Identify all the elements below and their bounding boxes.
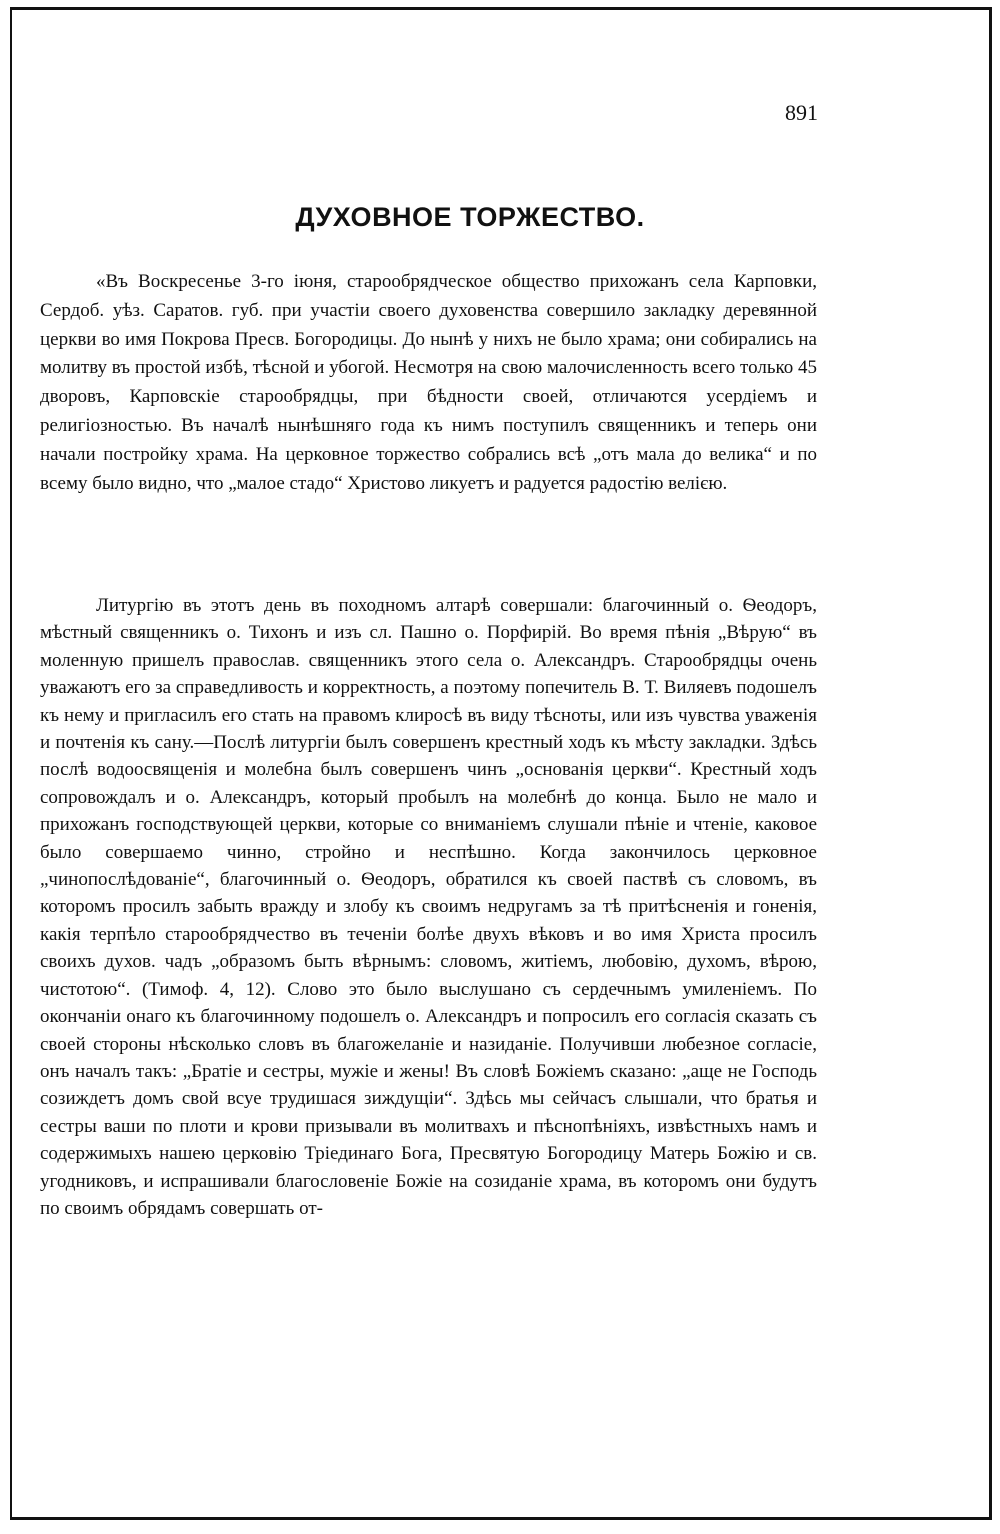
frame-line-bottom bbox=[10, 1517, 992, 1520]
paragraph-2 bbox=[40, 592, 817, 1222]
paragraph-1-text: «Въ Воскресенье 3-го іюня, старообрядческое общество прихожанъ села Карповки, Сердоб. уѣз. Саратов. губ. при участіи своего духовенства совершило закладку деревянной церкви во имя Покрова Пресв. Богородицы. До нынѣ у нихъ не было храма; они собирались на молитву въ простой избѣ, тѣсной и убогой. Несмотря на свою малочисленность всего только 45 дворовъ, Карповскіе старообрядцы, при бѣдности своей, отличаются усердіемъ и религіозностью. Въ началѣ нынѣшняго года къ нимъ поступилъ священникъ и теперь они начали постройку храма. На церковное торжество собрались всѣ „отъ мала до велика“ и по всему было видно, что „малое стадо“ Христово ликуетъ и радуется радостію велією. bbox=[40, 271, 817, 494]
paragraph-2-text: Литургію въ этотъ день въ походномъ алтарѣ совершали: благочинный о. Ѳеодоръ, мѣстный священникъ о. Тихонъ и изъ сл. Пашно о. Порфирій. Во время пѣнія „Вѣрую“ въ моленную пришелъ православ. священникъ этого села о. Александръ. Старообрядцы очень уважаютъ его за справедливость и корректность, а поэтому попечитель В. Т. Виляевъ подошелъ къ нему и пригласилъ его стать на правомъ клиросѣ въ виду тѣсноты, или изъ чувства уваженія и почтенія къ сану.—Послѣ литургіи былъ совершенъ крестный ходъ къ мѣсту закладки. Здѣсь послѣ водоосвященія и молебна былъ совершенъ чинъ „основанія церкви“. Крестный ходъ сопровождалъ и о. Александръ, который пробылъ на молебнѣ до конца. Было не мало и прихожанъ господствующей церкви, которые со вниманіемъ слушали пѣніе и чтеніе, каковое было совершаемо чинно, стройно и неспѣшно. Когда закончилось церковное „чинопослѣдованіе“, благочинный о. Ѳеодоръ, обратился къ своей паствѣ съ словомъ, въ которомъ просилъ забыть вражду и злобу къ своимъ недругамъ за тѣ притѣсненія и гоненія, какія терпѣло старообрядчество въ теченіи болѣе двухъ вѣковъ и во имя Христа просилъ своихъ духов. чадъ „образомъ быть вѣрнымъ: словомъ, житіемъ, любовію, духомъ, вѣрою, чистотою“. (Тимоф. 4, 12). Слово это было выслушано съ сердечнымъ умиленіемъ. По окончаніи онаго къ благочинному подошелъ о. Александръ и попросилъ его согласія сказать съ своей стороны нѣсколько словъ въ благожеланіе и назиданіе. Получивши любезное согласіе, онъ началъ такъ: „Братіе и сестры, мужіе и жены! Въ словѣ Божіемъ сказано: „аще не Господь созиждетъ домъ свой всуе трудишася зиждущіи“. Здѣсь мы сейчасъ слышали, что братья и сестры ваши по плоти и крови призывали въ молитвахъ и пѣснопѣніяхъ, извѣстныхъ намъ и содержимыхъ нашею церковію Тріединаго Бога, Пресвятую Богородицу Матерь Божію и св. угодниковъ, и испрашивали благословеніе Божіе на созиданіе храма, въ которомъ они будутъ по своимъ обрядамъ совершать от- bbox=[40, 595, 817, 1219]
page-number: 891 bbox=[785, 100, 818, 125]
frame-line-right bbox=[989, 7, 992, 1519]
frame-line-left bbox=[10, 7, 12, 1519]
paragraph-1 bbox=[40, 268, 817, 498]
article-title: ДУХОВНОЕ ТОРЖЕСТВО. bbox=[295, 202, 645, 232]
frame-line-top bbox=[10, 7, 992, 10]
